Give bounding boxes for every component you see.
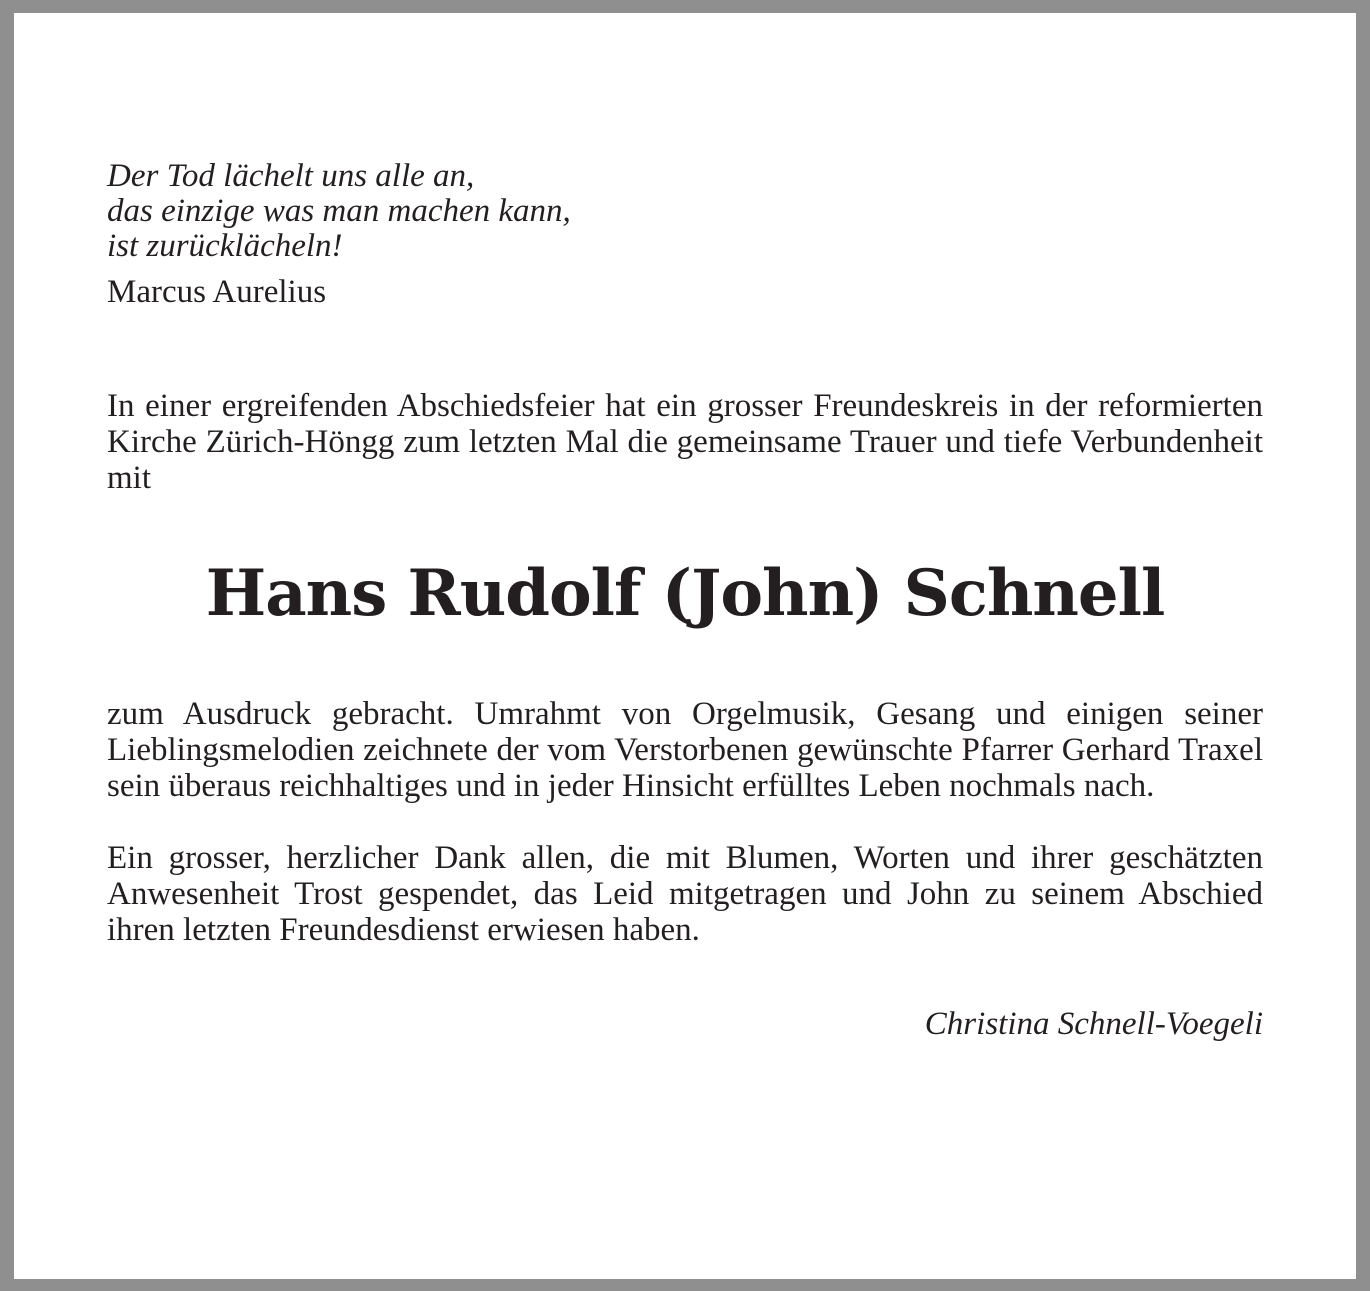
intro-paragraph: In einer ergreifenden Abschiedsfeier hat ein grosser Freundeskreis in der reformierten Kirche Zürich-Höngg zum letzten Mal die gemeinsame Trauer und tiefe Verbundenheit mit xyxy=(107,388,1263,496)
quote-line: Der Tod lächelt uns alle an, xyxy=(107,158,475,194)
deceased-name: Hans Rudolf (John) Schnell xyxy=(205,556,1165,631)
notice-page xyxy=(14,13,1356,1279)
quote-line: das einzige was man machen kann, xyxy=(107,193,571,229)
quote-line: ist zurücklächeln! xyxy=(107,228,343,264)
quote-author: Marcus Aurelius xyxy=(107,274,327,310)
notice-content xyxy=(107,159,1263,1042)
thanks-paragraph: Ein grosser, herzlicher Dank allen, die mit Blumen, Worten und ihrer geschätzten Anwesenheit Trost gespendet, das Leid mitgetragen und John zu seinem Abschied ihren letzten Freundesdienst erwiesen haben. xyxy=(107,840,1263,948)
body-paragraph: zum Ausdruck gebracht. Umrahmt von Orgelmusik, Gesang und einigen seiner Lieblingsmelodien zeichnete der vom Verstorbenen gewünschte Pfarrer Gerhard Traxel sein überaus reichhaltiges und in jeder Hinsicht erfülltes Leben nochmals nach. xyxy=(107,696,1263,804)
quote xyxy=(107,159,1263,264)
signature: Christina Schnell-Voegeli xyxy=(924,1006,1263,1042)
